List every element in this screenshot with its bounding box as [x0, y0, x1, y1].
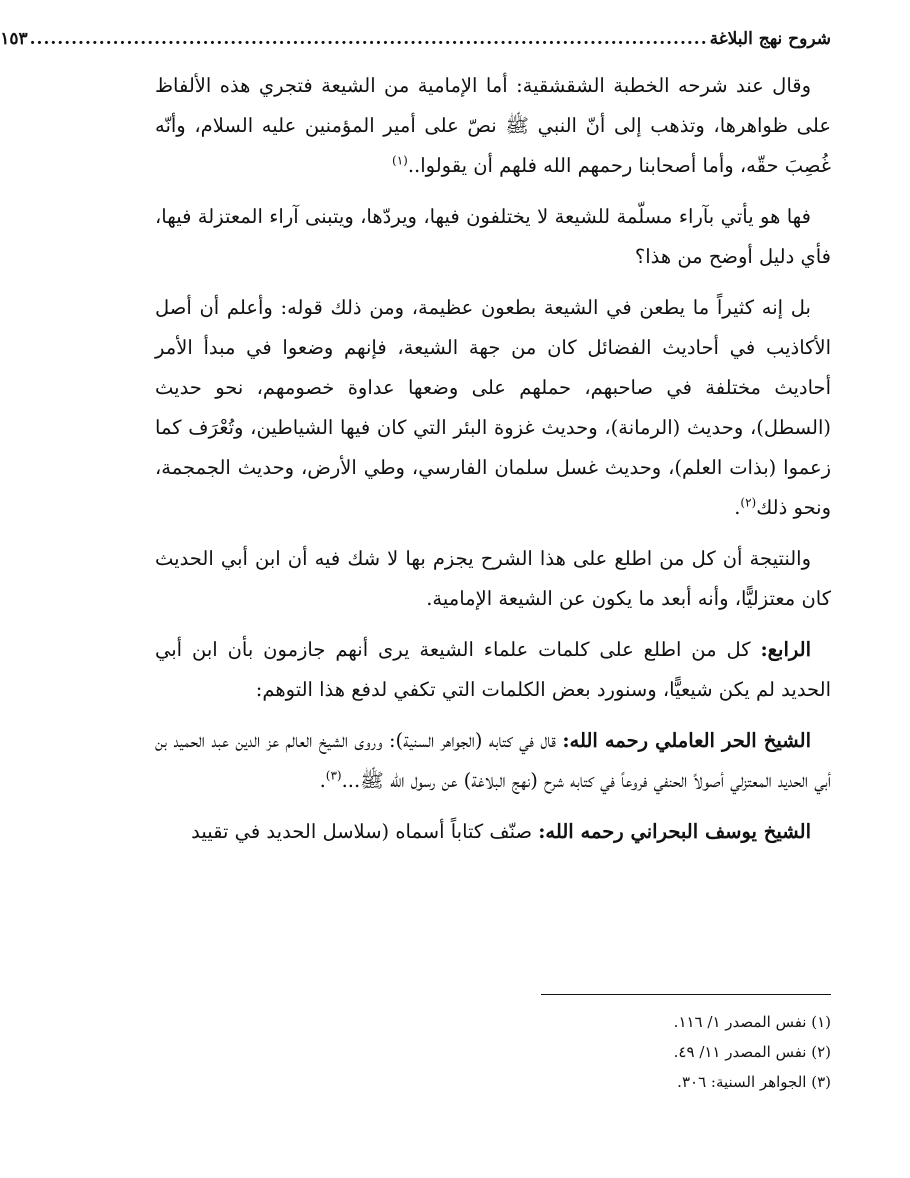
paragraph-4 [155, 539, 831, 619]
header-title: شروح نهج البلاغة [709, 29, 831, 49]
paragraph-5-text: كل من اطلع على كلمات علماء الشيعة يرى أنهم جازمون بأن ابن أبي الحديد لم يكن شيعيًّا، وسنورد بعض الكلمات التي تكفي لدفع هذا التوهم: [155, 638, 831, 701]
footnotes [155, 994, 831, 1097]
paragraph-4-text: والنتيجة أن كل من اطلع على هذا الشرح يجزم بها لا شك فيه أن ابن أبي الحديث كان معتزليًّا، وأنه أبعد ما يكون عن الشيعة الإمامية. [155, 547, 831, 610]
page [0, 26, 831, 863]
footnote-3: (٣) الجواهر السنية: ٣٠٦. [677, 1073, 831, 1091]
paragraph-2 [155, 197, 831, 277]
page-number: ١٥٣ [0, 29, 28, 49]
footnote-ref-3: (٣) [325, 768, 342, 783]
paragraph-7-lead: الشيخ يوسف البحراني رحمه الله: [538, 820, 811, 843]
paragraph-3-tail: . [734, 496, 741, 519]
paragraph-1-text: وقال عند شرحه الخطبة الشقشقية: أما الإمامية من الشيعة فتجري هذه الألفاظ على ظواهرها، وتذهب إلى أنّ النبي ﷺ نصّ على أمير المؤمنين عليه السلام، وأنّه غُصِبَ حقّه، وأما أصحابنا رحمهم الله فلهم أن يقولوا.. [155, 74, 831, 177]
paragraph-3 [155, 288, 831, 528]
paragraph-5-lead: الرابع: [760, 638, 811, 661]
footnote-2: (٢) نفس المصدر ١١/ ٤٩. [673, 1043, 831, 1061]
footnote-separator [541, 994, 831, 995]
footnote-ref-1: (١) [392, 153, 408, 168]
footnote-ref-2: (٢) [740, 495, 757, 510]
paragraph-5 [155, 630, 831, 710]
paragraph-6 [155, 721, 831, 801]
body-text [155, 66, 831, 852]
paragraph-6-lead: الشيخ الحر العاملي رحمه الله: [562, 729, 811, 752]
footnote-1: (١) نفس المصدر ١/ ١١٦. [673, 1013, 831, 1031]
header-leader-dots: .................................................................................................. [29, 29, 708, 49]
paragraph-1 [155, 66, 831, 186]
paragraph-6-tail: . [319, 769, 326, 792]
paragraph-7 [155, 812, 831, 852]
paragraph-7-text: صنّف كتاباً أسماه (سلاسل الحديد في تقييد [191, 820, 539, 843]
paragraph-2-text: فها هو يأتي بآراء مسلّمة للشيعة لا يختلفون فيها، ويردّها، ويتبنى آراء المعتزلة فيها، فأي دليل أوضح من هذا؟ [155, 205, 831, 268]
paragraph-3-text: بل إنه كثيراً ما يطعن في الشيعة بطعون عظيمة، ومن ذلك قوله: وأعلم أن أصل الأكاذيب في أحاديث الفضائل كان من جهة الشيعة، فإنهم وضعوا في مبدأ الأمر أحاديث مختلفة في صاحبهم، حملهم على وضعها عداوة خصومهم، نحو حديث (السطل)، وحديث (الرمانة)، وحديث غزوة البئر التي كان فيها الشياطين، وتُعْرَف كما زعموا (بذات العلم)، وحديث غسل سلمان الفارسي، وطي الأرض، وحديث الجمجمة، ونحو ذلك [155, 296, 831, 519]
running-header [0, 26, 831, 52]
paragraph-6-text: قال في كتابه (الجواهر السنية): وروى الشيخ العالم عز الدين عبد الحميد بن أبي الحديد المعتزلي أصولاً الحنفي فروعاً في كتابه شرح (نهج البلاغة) عن رسول الله ﷺ... [155, 729, 831, 792]
